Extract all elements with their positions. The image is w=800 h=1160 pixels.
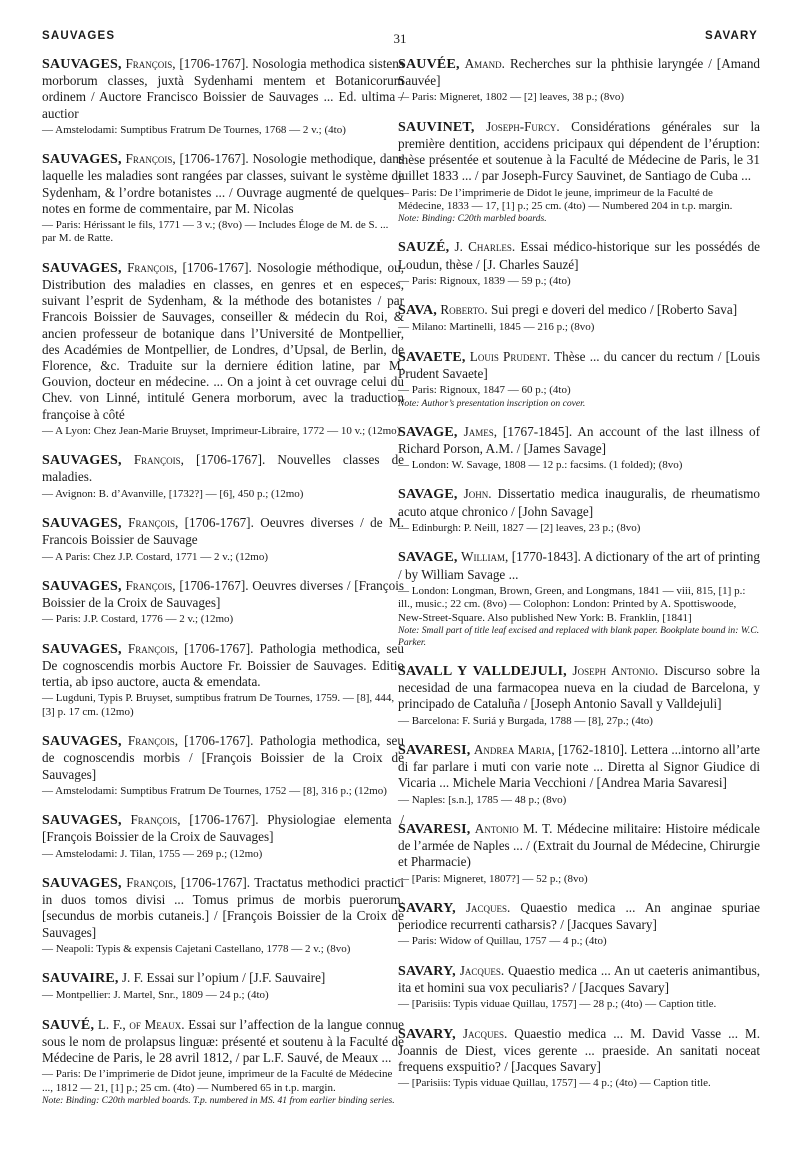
catalog-entry bbox=[398, 424, 760, 473]
entry-forename: Jacques. bbox=[459, 962, 505, 978]
entry-forename: Jacques. bbox=[465, 899, 511, 915]
entry-imprint: — Paris: Widow of Quillau, 1757 — 4 p.; (4to) bbox=[398, 935, 607, 948]
catalog-entry bbox=[42, 452, 404, 501]
entry-title: Sui pregi e doveri del medico / [Roberto Sava] bbox=[491, 302, 738, 318]
catalog-entry bbox=[42, 1017, 404, 1107]
entry-title: Considérations générales sur la première dentition, accidens pricipaux qui dépendent de l’éruption: thèse présentée et soutenue à la Faculté de Médecine de Paris, le 31 juillet 1833 ... / par Joseph-Furcy Sauvinet, de Santiago de Cuba ... bbox=[398, 118, 761, 184]
entry-forename: J. Charles. bbox=[454, 239, 516, 255]
entry-heading: SAVARESI, bbox=[398, 821, 471, 837]
entry-forename: François, bbox=[127, 733, 179, 749]
entry-title: [1706-1767]. Nosologie methodique, dans laquelle les maladies sont rangées par classes, suivant le système de Sydenham, & l’ordre botanistes ... / Ouvrage augmenté de quelques notes en forme de commentaire, par M. Nicolas bbox=[42, 151, 405, 216]
entry-text bbox=[398, 424, 760, 457]
entry-imprint: — Paris: De l’imprimerie de Didot le jeune, imprimeur de la Faculté de Médecine, 1833 — 17, [1] p.; 25 cm. (4to) — Numbered 204 in t.p. margin. bbox=[398, 186, 733, 213]
entry-imprint: — Milano: Martinelli, 1845 — 216 p.; (8vo) bbox=[398, 321, 595, 334]
entry-forename: François, bbox=[130, 812, 181, 828]
entry-imprint: — London: W. Savage, 1808 — 12 p.: facsims. (1 folded); (8vo) bbox=[398, 459, 683, 472]
entry-imprint: — Amstelodami: Sumptibus Fratrum De Tournes, 1768 — 2 v.; (4to) bbox=[42, 123, 346, 136]
catalog-entry bbox=[42, 578, 404, 627]
catalog-entry bbox=[398, 1026, 760, 1091]
entry-note: Note: Binding: C20th marbled boards. T.p. numbered in MS. 41 from earlier binding series. bbox=[42, 1095, 395, 1107]
catalog-entry bbox=[42, 260, 404, 438]
entry-imprint: — Amstelodami: Sumptibus Fratrum De Tournes, 1752 — [8], 316 p.; (12mo) bbox=[42, 784, 387, 797]
entry-heading: SAUZÉ, bbox=[398, 240, 450, 256]
entry-title: [1767-1845]. An account of the last illness of Richard Porson, A.M. / [James Savage] bbox=[398, 423, 761, 456]
entry-heading: SAVA, bbox=[398, 303, 438, 319]
entry-forename: Jacques. bbox=[462, 1025, 508, 1041]
entry-forename: John. bbox=[463, 486, 492, 502]
entry-title: [1706-1767]. Nouvelles classes de maladies. bbox=[42, 452, 405, 485]
entry-forename: Antonio bbox=[474, 820, 519, 836]
entry-title: [1706-1767]. Pathologia methodica, seu De cognoscendis morbis Auctore Fr. Boissier de Sauvages. Editio tertia, ab ipso auctore, aucta & emendata. bbox=[42, 640, 405, 690]
catalog-entry bbox=[398, 900, 760, 949]
catalog-entry bbox=[42, 733, 404, 798]
entry-forename: François, bbox=[125, 577, 176, 593]
entry-title: [1762-1810]. Lettera ...intorno all’arte di far parlare i muti con varie note ... Diretta al Signor Giudice di Vicaria ... Michele Maria Vecchioni / [Andrea Maria Savaresi] bbox=[398, 741, 760, 791]
entry-forename: William, bbox=[461, 549, 509, 565]
entry-title: [1706-1767]. Oeuvres diverses / [François Boissier de la Croix de Sauvages] bbox=[42, 577, 405, 611]
entry-text bbox=[398, 349, 760, 382]
entry-text bbox=[398, 302, 760, 319]
entry-forename: J. F. bbox=[121, 970, 144, 986]
entry-heading: SAUVAGES, bbox=[42, 578, 122, 594]
entry-heading: SAVAGE, bbox=[398, 550, 458, 566]
entry-forename: François, bbox=[133, 452, 184, 468]
entry-text bbox=[398, 486, 760, 519]
entry-heading: SAVAETE, bbox=[398, 349, 466, 365]
entry-imprint: — Paris: Rignoux, 1839 — 59 p.; (4to) bbox=[398, 274, 571, 287]
catalog-entry bbox=[398, 663, 760, 728]
entry-imprint: — A Lyon: Chez Jean-Marie Bruyset, Imprimeur-Libraire, 1772 — 10 v.; (12mo) bbox=[42, 424, 401, 437]
catalog-entry bbox=[42, 641, 404, 719]
entry-text bbox=[398, 821, 760, 871]
entry-imprint: — Neapoli: Typis & expensis Cajetani Castellano, 1778 — 2 v.; (8vo) bbox=[42, 942, 351, 955]
entry-imprint: — Barcelona: F. Suriá y Burgada, 1788 — [8], 27p.; (4to) bbox=[398, 714, 653, 727]
entry-imprint: — [Parisiis: Typis viduae Quillau, 1757] — 28 p.; (4to) — Caption title. bbox=[398, 998, 717, 1011]
catalog-entry bbox=[42, 151, 404, 246]
entry-text bbox=[398, 549, 760, 582]
entry-title: [1706-1767]. Nosologie méthodique, ou, Distribution des maladies en classes, en genres et en especes, suivant l’esprit de Sydenham, & la méthode des botanistes / par Francois Boissier de Sauvages, conseiller & médecin du Roi, & ancien professeur de botanique dans l’Université de Montpellier, des Académies de Montpellier, de Londres, d’Upsal, de Berlin, de Florence, &c. Traduite sur la derniere édition latine, par M. Gouvion, docteur en médecine. ... On a joint à cet ouvrage celui du Chev. von Linné, intitulé Genera morborum, avec la traduction françoise à côté bbox=[42, 259, 404, 422]
page-number: 31 bbox=[393, 31, 407, 46]
entry-title: Essai sur l’opium / [J.F. Sauvaire] bbox=[146, 970, 326, 986]
entry-forename: François, bbox=[126, 874, 177, 890]
catalog-entry bbox=[42, 875, 404, 956]
entry-imprint: — Naples: [s.n.], 1785 — 48 p.; (8vo) bbox=[398, 793, 567, 806]
entry-heading: SAVARY, bbox=[398, 1026, 456, 1042]
entry-title: [1706-1767]. Nosologia methodica sistens morborum classes, juxtà Sydenhami mentem et Botanicorum ordinem / Auctore Francisco Boissier de Sauvages ... Ed. ultima / auctior bbox=[42, 56, 405, 121]
catalog-entry bbox=[398, 56, 760, 105]
entry-forename: François, bbox=[127, 259, 178, 275]
entry-title: [1770-1843]. A dictionary of the art of printing / by William Savage ... bbox=[398, 549, 760, 582]
catalog-entry bbox=[398, 119, 760, 226]
catalog-entry bbox=[398, 963, 760, 1012]
entry-title: [1706-1767]. Tractatus methodici practici in duos tomos divisi ... Tomus primus de morbis puerorum. [secundus de morbis cutaneis.] / [François Boissier de la Croix de Sauvages] bbox=[42, 874, 405, 940]
entry-imprint: — Edinburgh: P. Neill, 1827 — [2] leaves, 23 p.; (8vo) bbox=[398, 521, 641, 534]
entry-forename: James, bbox=[463, 423, 497, 439]
entry-note: Note: Small part of title leaf excised and replaced with blank paper. Bookplate bound in: W.C. Parker. bbox=[398, 624, 760, 648]
entry-text bbox=[398, 119, 760, 185]
entry-text bbox=[42, 1017, 404, 1067]
entry-title: Discurso sobre la necesidad de una farmacopea nueva en la ciudad de Barcelona, y principado de Cataluña / [Joseph Antonio Savall y Valldejuli] bbox=[398, 662, 761, 712]
entry-heading: SAVARY, bbox=[398, 900, 456, 916]
entry-heading: SAUVÉ, bbox=[42, 1017, 95, 1033]
entry-heading: SAUVÉE, bbox=[398, 57, 460, 72]
entry-imprint: — Lugduni, Typis P. Bruyset, sumptibus fratrum De Tournes, 1759. — [8], 444, [3] p. 17 cm. (12mo) bbox=[42, 692, 395, 718]
entry-text bbox=[42, 452, 404, 485]
catalog-entry bbox=[42, 515, 404, 564]
catalog-entry bbox=[42, 56, 404, 137]
catalog-entry bbox=[398, 742, 760, 807]
entry-imprint: — London: Longman, Brown, Green, and Longmans, 1841 — viii, 815, [1] p.: ill., music.; 22 cm. (8vo) — Colophon: London: Printed by A. Spottiswoode, New-Street-Square. Also published New York: B. Franklin, [1841] bbox=[398, 584, 746, 624]
running-head-right: SAVARY bbox=[705, 30, 758, 42]
entry-forename: François, bbox=[128, 515, 179, 531]
entry-title: [1706-1767]. Oeuvres diverses / de M. Francois Boissier de Sauvage bbox=[42, 515, 405, 548]
entry-imprint: — Paris: Rignoux, 1847 — 60 p.; (4to) bbox=[398, 384, 571, 397]
entry-heading: SAVARY, bbox=[398, 963, 456, 979]
entry-text bbox=[42, 515, 404, 548]
entry-forename: L. F., of Meaux. bbox=[97, 1016, 185, 1032]
entry-heading: SAUVAIRE, bbox=[42, 971, 119, 987]
entry-text bbox=[42, 733, 404, 783]
entry-forename: Roberto. bbox=[440, 302, 488, 318]
entry-note: Note: Author’s presentation inscription on cover. bbox=[398, 397, 586, 409]
entry-title: Essai sur l’affection de la langue connue sous le nom de prolapsus linguæ: présenté et soutenu à la Faculté de Médecine de Paris, le 28 avril 1812, / par L.F. Sauvé, de Meaux ... bbox=[42, 1016, 405, 1066]
entry-text bbox=[398, 1026, 760, 1076]
left-column bbox=[42, 56, 404, 1121]
running-header bbox=[42, 30, 758, 50]
catalog-entry bbox=[42, 970, 404, 1003]
entry-forename: François, bbox=[127, 640, 179, 656]
entry-text bbox=[42, 970, 404, 987]
entry-title: Thèse ... du cancer du rectum / [Louis Prudent Savaete] bbox=[398, 348, 760, 382]
catalog-entry bbox=[398, 549, 760, 649]
entry-forename: Amand. bbox=[464, 56, 505, 71]
entry-forename: Louis Prudent. bbox=[469, 348, 551, 364]
entry-heading: SAUVAGES, bbox=[42, 57, 122, 72]
entry-heading: SAUVAGES, bbox=[42, 260, 122, 276]
entry-title: Dissertatio medica inauguralis, de rheumatismo acuto atque chronico / [John Savage] bbox=[398, 486, 761, 519]
entry-text bbox=[42, 812, 404, 845]
catalog-entry bbox=[398, 821, 760, 886]
entry-text bbox=[398, 900, 760, 933]
entry-imprint: — Paris: J.P. Costard, 1776 — 2 v.; (12mo) bbox=[42, 613, 234, 626]
catalog-entry bbox=[398, 302, 760, 335]
entry-title: [1706-1767]. Pathologia methodica, seu de cognoscendis morbis / [François Boissier de la Croix de Sauvages] bbox=[42, 733, 405, 782]
entry-text bbox=[398, 239, 760, 272]
entry-imprint: — Paris: De l’imprimerie de Didot jeune, imprimeur de la Faculté de Médecine ..., 1812 — 21, [1] p.; 25 cm. (4to) — Numbered 65 in t.p. margin. bbox=[42, 1068, 393, 1094]
entry-imprint: — A Paris: Chez J.P. Costard, 1771 — 2 v.; (12mo) bbox=[42, 550, 269, 563]
entry-heading: SAVALL Y VALLDEJULI, bbox=[398, 663, 567, 679]
entry-forename: François, bbox=[125, 56, 176, 71]
entry-heading: SAUVAGES, bbox=[42, 152, 122, 168]
entry-text bbox=[398, 963, 760, 996]
entry-imprint: — Avignon: B. d’Avanville, [1732?] — [6], 450 p.; (12mo) bbox=[42, 487, 304, 500]
entry-heading: SAVAGE, bbox=[398, 424, 458, 440]
running-head-left: SAUVAGES bbox=[42, 30, 116, 42]
entry-imprint: — [Paris: Migneret, 1807?] — 52 p.; (8vo) bbox=[398, 872, 588, 885]
entry-title: Quaestio medica ... M. David Vasse ... M. Joannis de Diest, vices gerente ... praeside. An sanitati noceat frequens exspuitio? / [Jacques Savary] bbox=[398, 1025, 761, 1074]
entry-imprint: — Paris: Hérissant le fils, 1771 — 3 v.; (8vo) — Includes Éloge de M. de S. ... par M. de Ratte. bbox=[42, 219, 389, 245]
entry-imprint: — Paris: Migneret, 1802 — [2] leaves, 38 p.; (8vo) bbox=[398, 91, 625, 104]
entry-text bbox=[42, 260, 404, 423]
entry-imprint: — [Parisiis: Typis viduae Quillau, 1757] — 4 p.; (4to) — Caption title. bbox=[398, 1077, 711, 1090]
catalog-entry bbox=[398, 239, 760, 288]
entry-text bbox=[42, 151, 404, 217]
entry-text bbox=[398, 663, 760, 713]
entry-text bbox=[398, 742, 760, 792]
entry-heading: SAUVAGES, bbox=[42, 813, 122, 829]
entry-heading: SAVARESI, bbox=[398, 742, 471, 758]
entry-text bbox=[42, 875, 404, 941]
entry-imprint: — Montpellier: J. Martel, Snr., 1809 — 24 p.; (4to) bbox=[42, 989, 269, 1002]
entry-heading: SAUVAGES, bbox=[42, 641, 122, 657]
catalog-entry bbox=[398, 349, 760, 410]
entry-forename: Andrea Maria, bbox=[473, 741, 555, 757]
entry-forename: François, bbox=[125, 151, 176, 167]
entry-title: Quaestio medica ... An anginae spuriae periodice recurrenti catharsis? / [Jacques Savary] bbox=[398, 899, 761, 933]
catalog-entry bbox=[42, 812, 404, 861]
catalog-entry bbox=[398, 486, 760, 535]
entry-note: Note: Binding: C20th marbled boards. bbox=[398, 213, 547, 225]
entry-forename: Joseph Antonio. bbox=[572, 662, 659, 678]
entry-title: Quaestio medica ... An ut caeteris animantibus, ita et homini sua vox peculiaris? / [Jacques Savary] bbox=[398, 962, 761, 995]
entry-title: Essai médico-historique sur les possédés de Loudun, thèse / [J. Charles Sauzé] bbox=[398, 239, 761, 272]
entry-title: [1706-1767]. Physiologiae elementa / [François Boissier de la Croix de Sauvages] bbox=[42, 812, 404, 845]
right-column bbox=[398, 56, 760, 1105]
entry-forename: Joseph-Furcy. bbox=[486, 118, 560, 134]
entry-text bbox=[42, 578, 404, 611]
entry-heading: SAUVINET, bbox=[398, 119, 475, 135]
entry-text bbox=[42, 641, 404, 691]
entry-title: Recherches sur la phthisie laryngée / [Amand Sauvée] bbox=[398, 56, 761, 89]
entry-heading: SAVAGE, bbox=[398, 487, 458, 503]
entry-heading: SAUVAGES, bbox=[42, 734, 122, 750]
entry-heading: SAUVAGES, bbox=[42, 453, 122, 469]
entry-title: M. T. Médecine militaire: Histoire médicale de l’armée de Naples ... / (Extrait du Journal de Médecine, Chirurgie et Pharmacie) bbox=[398, 820, 760, 870]
entry-imprint: — Amstelodami: J. Tilan, 1755 — 269 p.; (12mo) bbox=[42, 847, 263, 860]
entry-text bbox=[398, 56, 760, 89]
entry-heading: SAUVAGES, bbox=[42, 516, 122, 532]
entry-text bbox=[42, 56, 404, 122]
entry-heading: SAUVAGES, bbox=[42, 875, 122, 891]
